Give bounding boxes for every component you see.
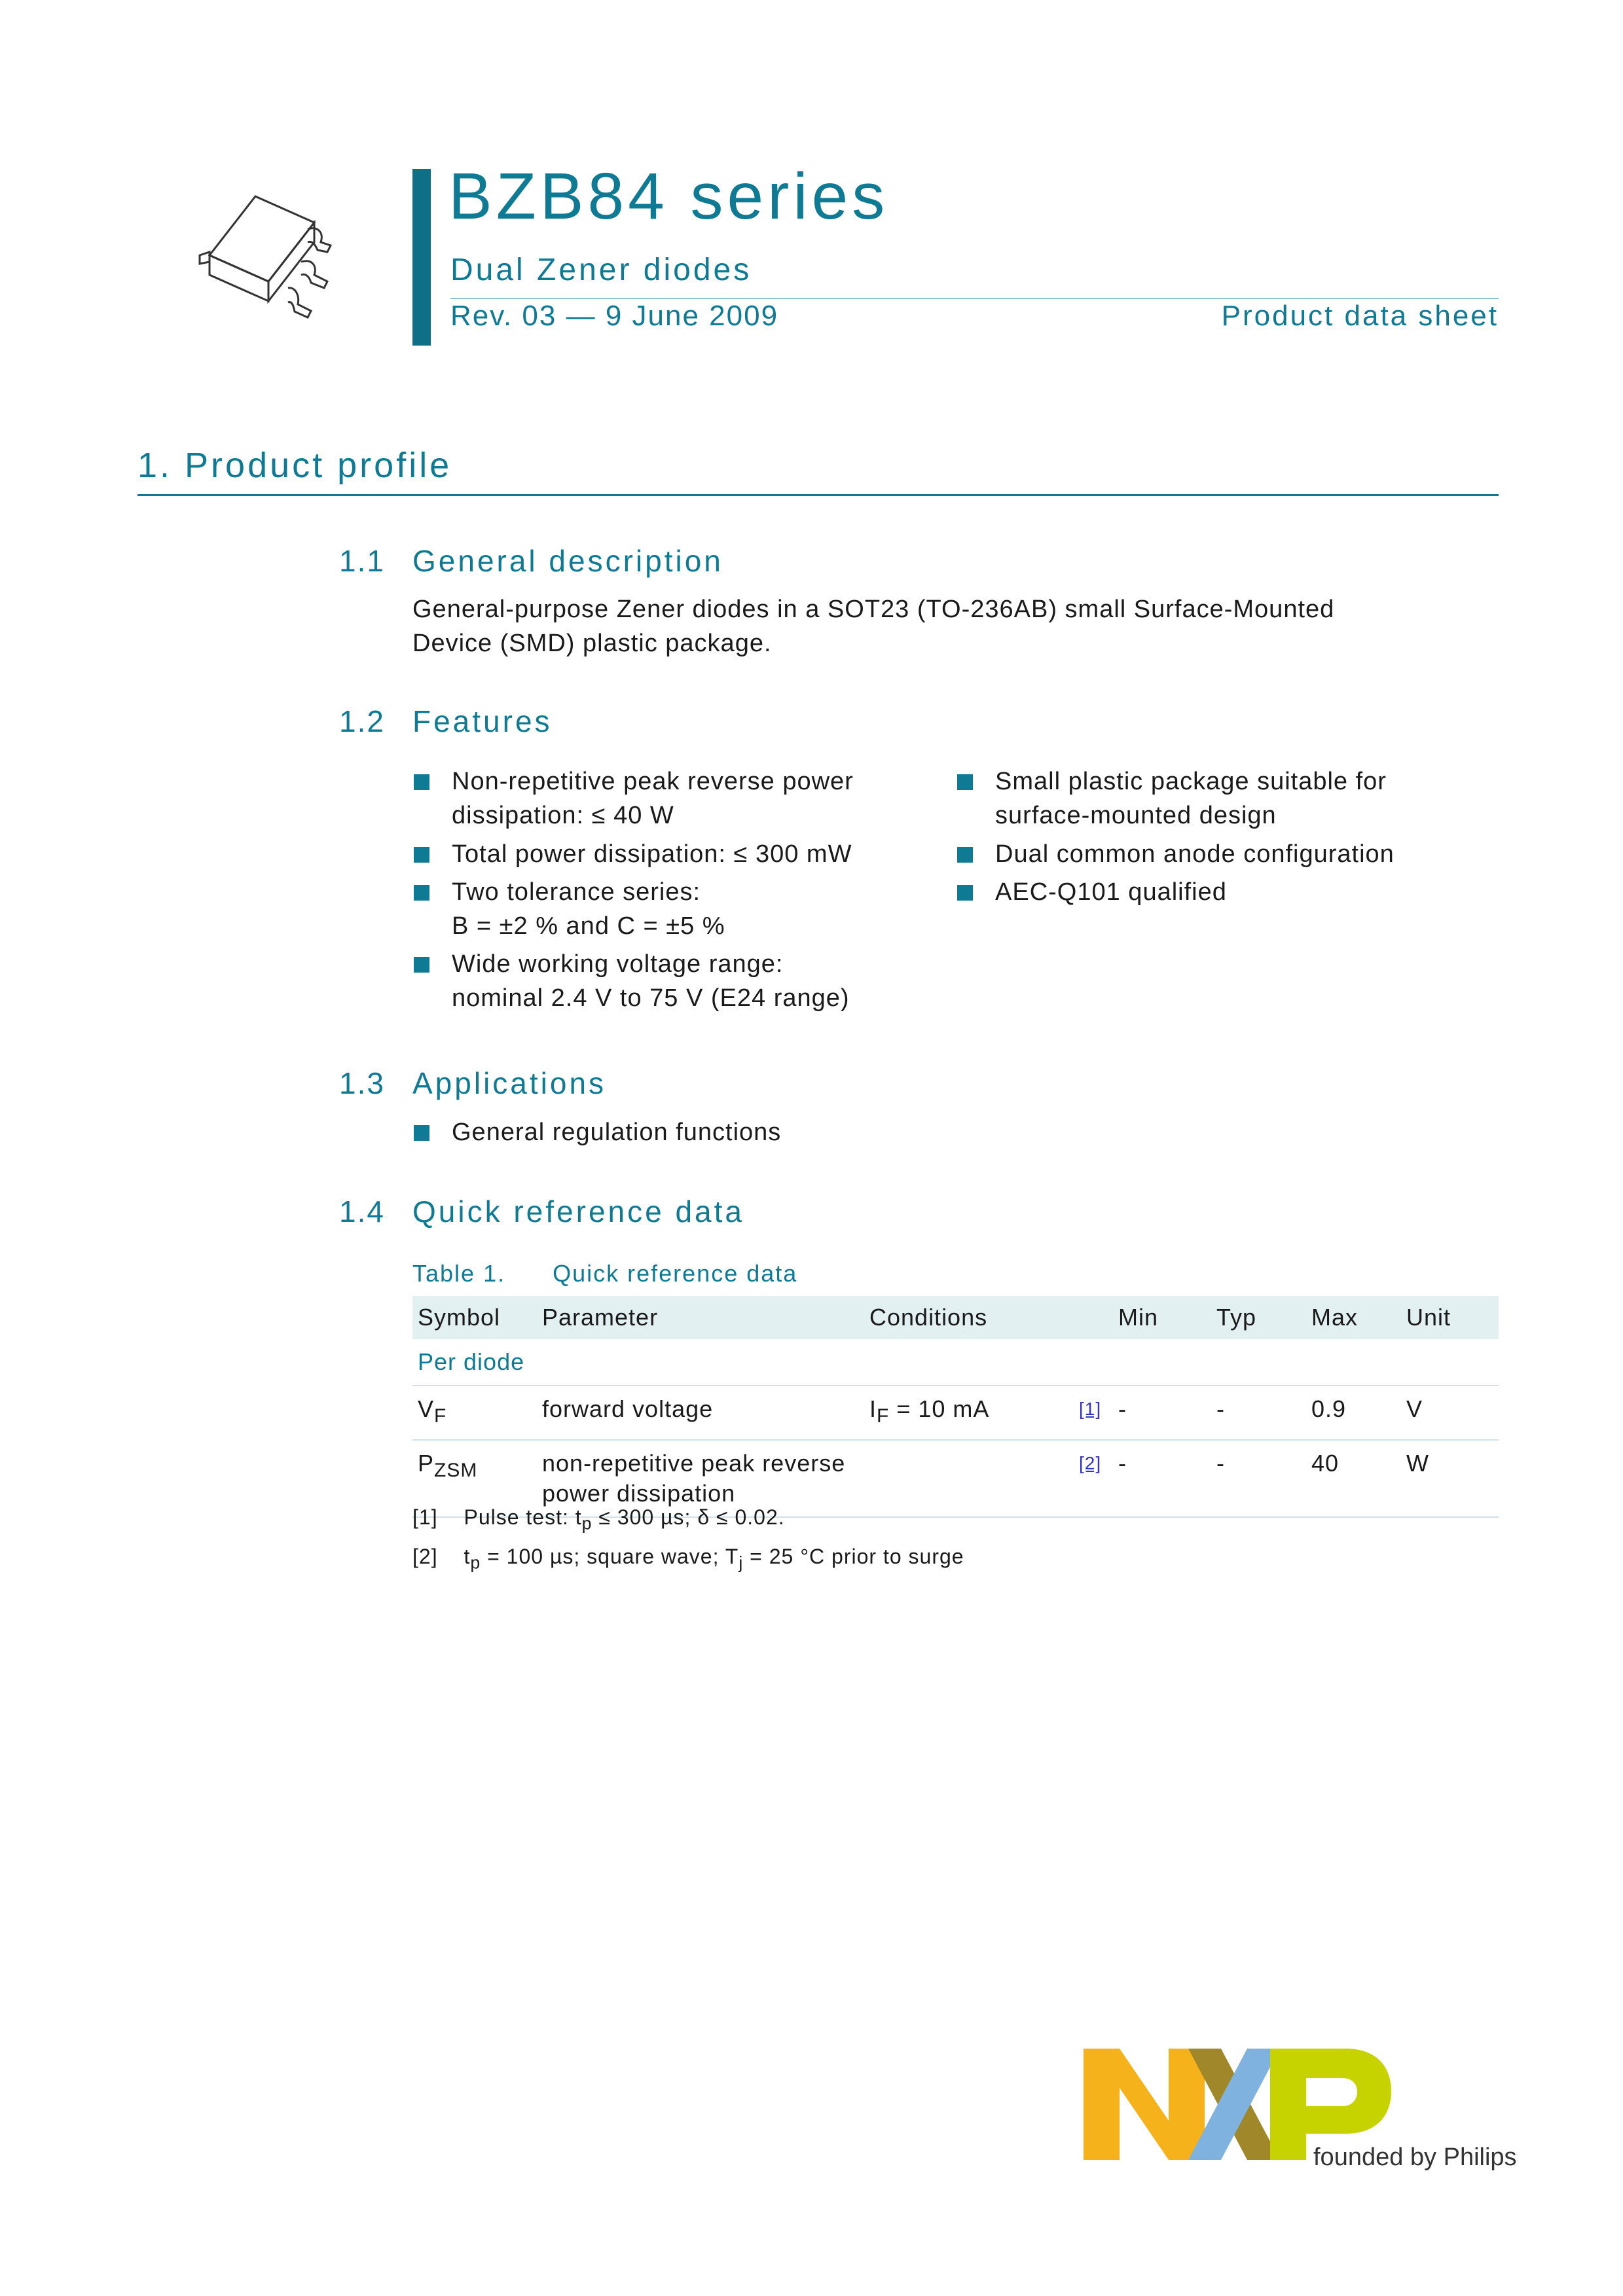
subsection-number: 1.1 — [339, 544, 385, 578]
conditions-cell — [864, 1386, 1074, 1440]
column-header: Conditions — [864, 1296, 1074, 1339]
feature-line: Small plastic package suitable for — [995, 768, 1387, 795]
subsection-title-quick-reference: Quick reference data — [412, 1194, 745, 1229]
footnote-link[interactable]: [1] — [1079, 1399, 1102, 1419]
feature-item — [452, 875, 725, 943]
bullet-icon — [414, 847, 429, 863]
parameter-line: non-repetitive peak reverse — [542, 1450, 846, 1477]
symbol-cell — [412, 1386, 537, 1440]
subsection-title-features: Features — [412, 704, 553, 738]
subsection-number: 1.2 — [339, 704, 385, 738]
general-description-text — [412, 592, 1334, 660]
unit-cell: W — [1401, 1440, 1499, 1517]
document-subtitle: Dual Zener diodes — [450, 253, 752, 287]
feature-line: Non-repetitive peak reverse power — [452, 768, 854, 795]
parameter-line: forward voltage — [542, 1395, 714, 1422]
min-cell: - — [1113, 1386, 1211, 1440]
column-header: Unit — [1401, 1296, 1499, 1339]
conditions-cell — [864, 1440, 1074, 1517]
quick-reference-table — [412, 1296, 1499, 1518]
max-cell: 0.9 — [1306, 1386, 1401, 1440]
feature-item — [452, 947, 850, 1015]
section-heading-product-profile: 1. Product profile — [137, 446, 452, 485]
subsection-number: 1.3 — [339, 1066, 385, 1100]
feature-line: Wide working voltage range: — [452, 950, 784, 978]
symbol: V — [418, 1395, 435, 1422]
footnote-mark: [2] — [412, 1545, 438, 1568]
description-line: General-purpose Zener diodes in a SOT23 (TO-236AB) small Surface-Mounted — [412, 596, 1335, 623]
feature-line: nominal 2.4 V to 75 V (E24 range) — [452, 984, 850, 1012]
table-caption — [412, 1260, 797, 1287]
logo-tagline: founded by Philips — [1313, 2144, 1517, 2171]
condition-subscript: F — [877, 1405, 890, 1427]
column-header: Max — [1306, 1296, 1401, 1339]
table-row — [412, 1386, 1499, 1440]
subsection-title-applications: Applications — [412, 1066, 607, 1100]
bullet-icon — [957, 774, 973, 790]
subsection-title-general-description: General description — [412, 544, 723, 578]
reference-cell[interactable] — [1074, 1386, 1113, 1440]
footnote-subscript: j — [739, 1552, 744, 1573]
footnote — [412, 1545, 964, 1573]
subsection-number: 1.4 — [339, 1194, 385, 1229]
footnote-mark: [1] — [412, 1505, 438, 1529]
bullet-icon — [414, 885, 429, 901]
condition-symbol: I — [869, 1395, 877, 1422]
bullet-icon — [957, 847, 973, 863]
feature-line: Dual common anode configuration — [995, 840, 1395, 868]
section-divider — [137, 494, 1499, 496]
sot23-package-icon — [196, 190, 347, 340]
bullet-icon — [414, 957, 429, 973]
symbol-subscript: ZSM — [434, 1460, 478, 1482]
reference-cell[interactable] — [1074, 1440, 1113, 1517]
bullet-icon — [414, 774, 429, 790]
bullet-icon — [957, 885, 973, 901]
revision-label: Rev. 03 — 9 June 2009 — [450, 300, 779, 332]
feature-item — [995, 875, 1227, 909]
feature-line: surface-mounted design — [995, 802, 1277, 829]
footnote-subscript: p — [470, 1552, 481, 1573]
max-cell: 40 — [1306, 1440, 1401, 1517]
footnote-text: ≤ 300 µs; δ ≤ 0.02. — [592, 1505, 785, 1529]
feature-line: Total power dissipation: ≤ 300 mW — [452, 840, 852, 868]
footnote-text: Pulse test: t — [464, 1505, 582, 1529]
table-caption-title: Quick reference data — [553, 1260, 798, 1287]
footnote-text: = 100 µs; square wave; T — [481, 1545, 739, 1568]
column-header: Symbol — [412, 1296, 537, 1339]
min-cell: - — [1113, 1440, 1211, 1517]
footnote — [412, 1505, 785, 1534]
feature-line: dissipation: ≤ 40 W — [452, 802, 674, 829]
typ-cell: - — [1211, 1440, 1306, 1517]
symbol: P — [418, 1450, 435, 1477]
description-line: Device (SMD) plastic package. — [412, 630, 772, 657]
condition-value: = 10 mA — [889, 1395, 990, 1422]
feature-item — [995, 837, 1395, 871]
unit-cell: V — [1401, 1386, 1499, 1440]
footnote-text: = 25 °C prior to surge — [743, 1545, 964, 1568]
parameter-cell — [537, 1386, 864, 1440]
document-type-label: Product data sheet — [1221, 300, 1499, 332]
footnote-link[interactable]: [2] — [1079, 1453, 1102, 1474]
symbol-subscript: F — [434, 1405, 447, 1427]
group-label: Per diode — [412, 1339, 1499, 1386]
table-header-row — [412, 1296, 1499, 1339]
typ-cell: - — [1211, 1386, 1306, 1440]
document-title: BZB84 series — [448, 160, 889, 233]
feature-item — [452, 764, 854, 833]
header-divider — [450, 298, 1499, 299]
footnote-subscript: p — [581, 1513, 593, 1534]
parameter-line: power dissipation — [542, 1480, 736, 1507]
column-header — [1074, 1296, 1113, 1339]
column-header: Typ — [1211, 1296, 1306, 1339]
footnote-text: t — [464, 1545, 471, 1568]
header-accent-bar — [412, 169, 431, 346]
feature-line: AEC-Q101 qualified — [995, 878, 1227, 906]
feature-line: B = ±2 % and C = ±5 % — [452, 912, 725, 940]
application-item: General regulation functions — [452, 1119, 782, 1146]
feature-line: Two tolerance series: — [452, 878, 701, 906]
table-caption-number: Table 1. — [412, 1260, 506, 1287]
bullet-icon — [414, 1125, 429, 1141]
feature-item — [995, 764, 1387, 833]
column-header: Min — [1113, 1296, 1211, 1339]
feature-item — [452, 837, 852, 871]
table-group-row — [412, 1339, 1499, 1386]
column-header: Parameter — [537, 1296, 864, 1339]
